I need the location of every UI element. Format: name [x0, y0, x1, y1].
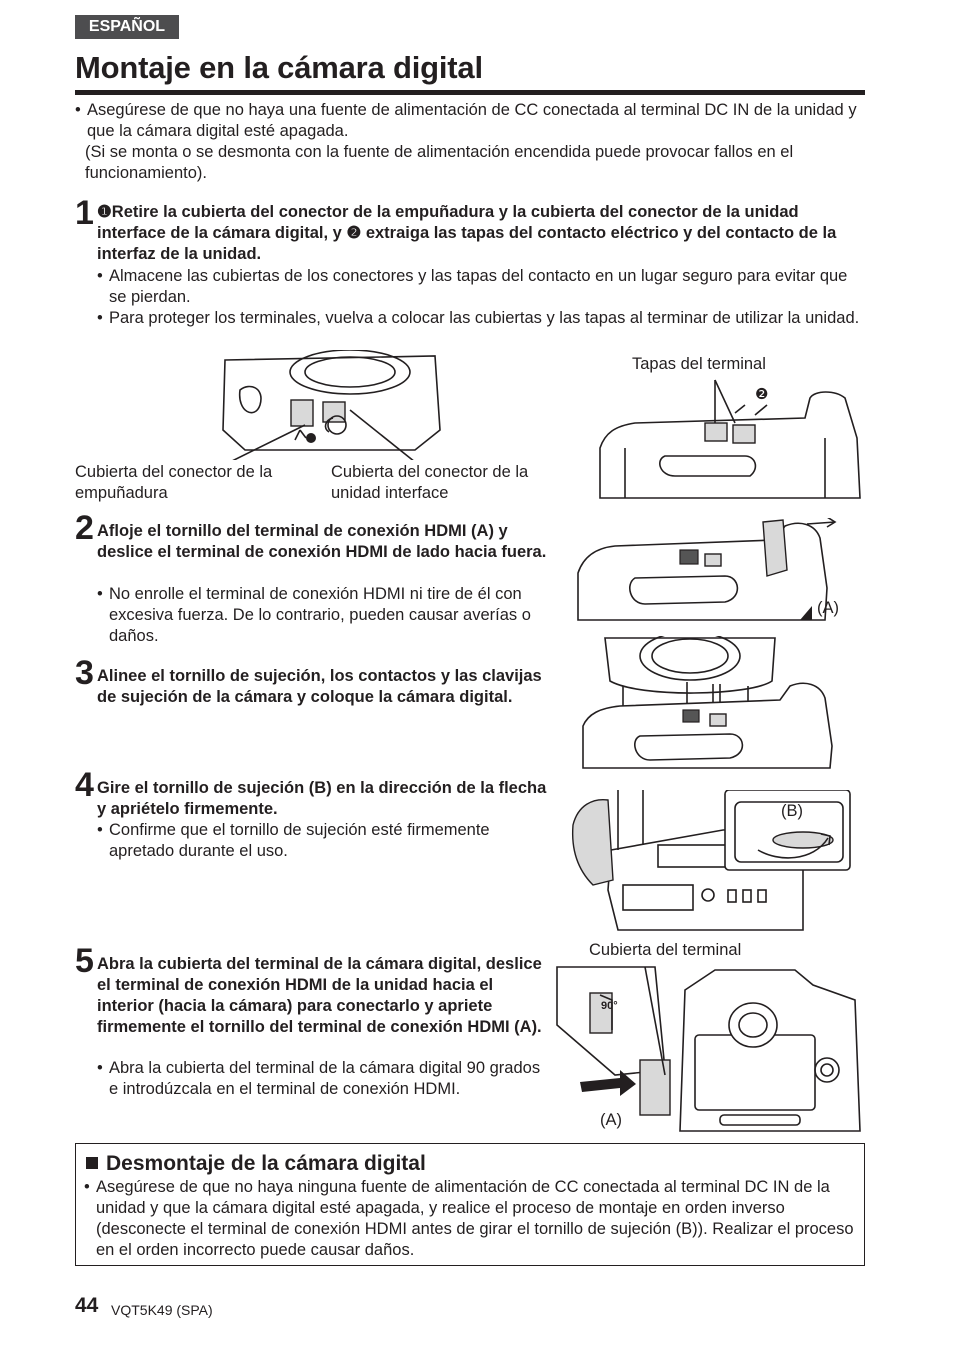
- step-1-heading-a: Retire la cubierta del conector de la empuñadura y la cubierta del conector de la unidad interface de la cámara digital, y: [97, 203, 799, 242]
- step-5-heading: Abra la cubierta del terminal de la cámara digital, deslice el terminal de conexión HDMI de la unidad hacia el interior (hacia la cámara) para conectarlo y apriete firmemente el tornillo del terminal de conexión HDMI (A).: [97, 955, 542, 1036]
- step-4-number: 4: [75, 766, 94, 804]
- step-1-bullet: • Almacene las cubiertas de los conectores y las tapas del contacto en un lugar seguro para evitar que se pierdan.: [97, 266, 867, 308]
- square-bullet-icon: [86, 1157, 98, 1169]
- step-5-bullets: [97, 1058, 547, 1100]
- page-title: Montaje en la cámara digital: [75, 50, 483, 85]
- step-3-number: 3: [75, 654, 94, 692]
- step-1-marker-2: ❷: [346, 224, 362, 242]
- intro: [75, 100, 865, 184]
- step-4-bullets: [97, 820, 547, 862]
- caption-b: (B): [781, 802, 803, 820]
- caption-terminal-cover: Cubierta del terminal: [589, 941, 742, 959]
- step-2-bullets: [97, 584, 547, 647]
- step-3-heading: Alinee el tornillo de sujeción, los contactos y las clavijas de sujeción de la cámara y coloque la cámara digital.: [97, 667, 542, 706]
- camera-bottom-illustration: [215, 350, 445, 460]
- removal-text: • Asegúrese de que no haya ninguna fuente de alimentación de CC conectada al terminal DC IN de la unidad y que la cámara digital esté apagada, y realice el proceso de montaje en orden inverso (desconecte el terminal de conexión HDMI antes de girar el tornillo de sujeción (B)). Realizar el proceso en el orden incorrecto puede causar daños.: [84, 1177, 868, 1261]
- step-4-heading: Gire el tornillo de sujeción (B) en la dirección de la flecha y apriételo firmemente.: [97, 779, 547, 818]
- doc-code: VQT5K49 (SPA): [111, 1302, 213, 1318]
- callout-1-dot: [306, 433, 316, 443]
- caption-interface-cover: Cubierta del conector de la unidad interface: [331, 463, 529, 502]
- step-1-heading: [97, 202, 867, 265]
- page-number: 44: [75, 1294, 99, 1317]
- intro-bullet: • Asegúrese de que no haya una fuente de alimentación de CC conectada al terminal DC IN de la unidad y que la cámara digital esté apagada.: [75, 100, 865, 142]
- step-1-bullets: [97, 266, 867, 329]
- caption-a-step2: (A): [817, 599, 839, 617]
- caption-angle: 90°: [601, 1000, 618, 1012]
- language-badge: ESPAÑOL: [75, 15, 179, 39]
- title-rule: [75, 90, 865, 95]
- camera-mount-illustration: [580, 636, 840, 770]
- caption-grip-cover: Cubierta del conector de la empuñadura: [75, 463, 273, 502]
- step-5-number: 5: [75, 942, 94, 980]
- hdmi-terminal-illustration: [575, 518, 840, 622]
- removal-box: [75, 1143, 865, 1266]
- step-1-bullet: • Para proteger los terminales, vuelva a colocar las cubiertas y las tapas al terminar de utilizar la unidad.: [97, 308, 867, 329]
- intro-note: (Si se monta o se desmonta con la fuente de alimentación encendida puede provocar fallos en el funcionamiento).: [85, 143, 794, 182]
- caption-terminal-caps: Tapas del terminal: [632, 355, 766, 373]
- caption-a-step5: (A): [600, 1111, 622, 1129]
- hdmi-connect-illustration: [555, 965, 865, 1133]
- grip-screw-illustration: [563, 790, 853, 932]
- grip-unit-top-illustration: [595, 378, 865, 500]
- step-4-bullet: • Confirme que el tornillo de sujeción esté firmemente apretado durante el uso.: [97, 820, 547, 862]
- step-5-bullet: • Abra la cubierta del terminal de la cámara digital 90 grados e introdúzcala en el terminal de conexión HDMI.: [97, 1058, 547, 1100]
- step-2-bullet: • No enrolle el terminal de conexión HDMI ni tire de él con excesiva fuerza. De lo contrario, pueden causar averías o daños.: [97, 584, 547, 647]
- step-2-number: 2: [75, 509, 94, 547]
- callout-2: ❷: [755, 386, 769, 403]
- step-1-marker-1: ❶: [97, 203, 112, 221]
- step-2-heading: Afloje el tornillo del terminal de conexión HDMI (A) y deslice el terminal de conexión HDMI de lado hacia fuera.: [97, 522, 547, 561]
- removal-title-text: Desmontaje de la cámara digital: [106, 1152, 426, 1175]
- removal-title: [86, 1152, 426, 1176]
- step-1-heading-b: extraiga las tapas del contacto eléctrico y del contacto de la interfaz de la unidad.: [97, 224, 837, 263]
- step-1-number: 1: [75, 194, 94, 232]
